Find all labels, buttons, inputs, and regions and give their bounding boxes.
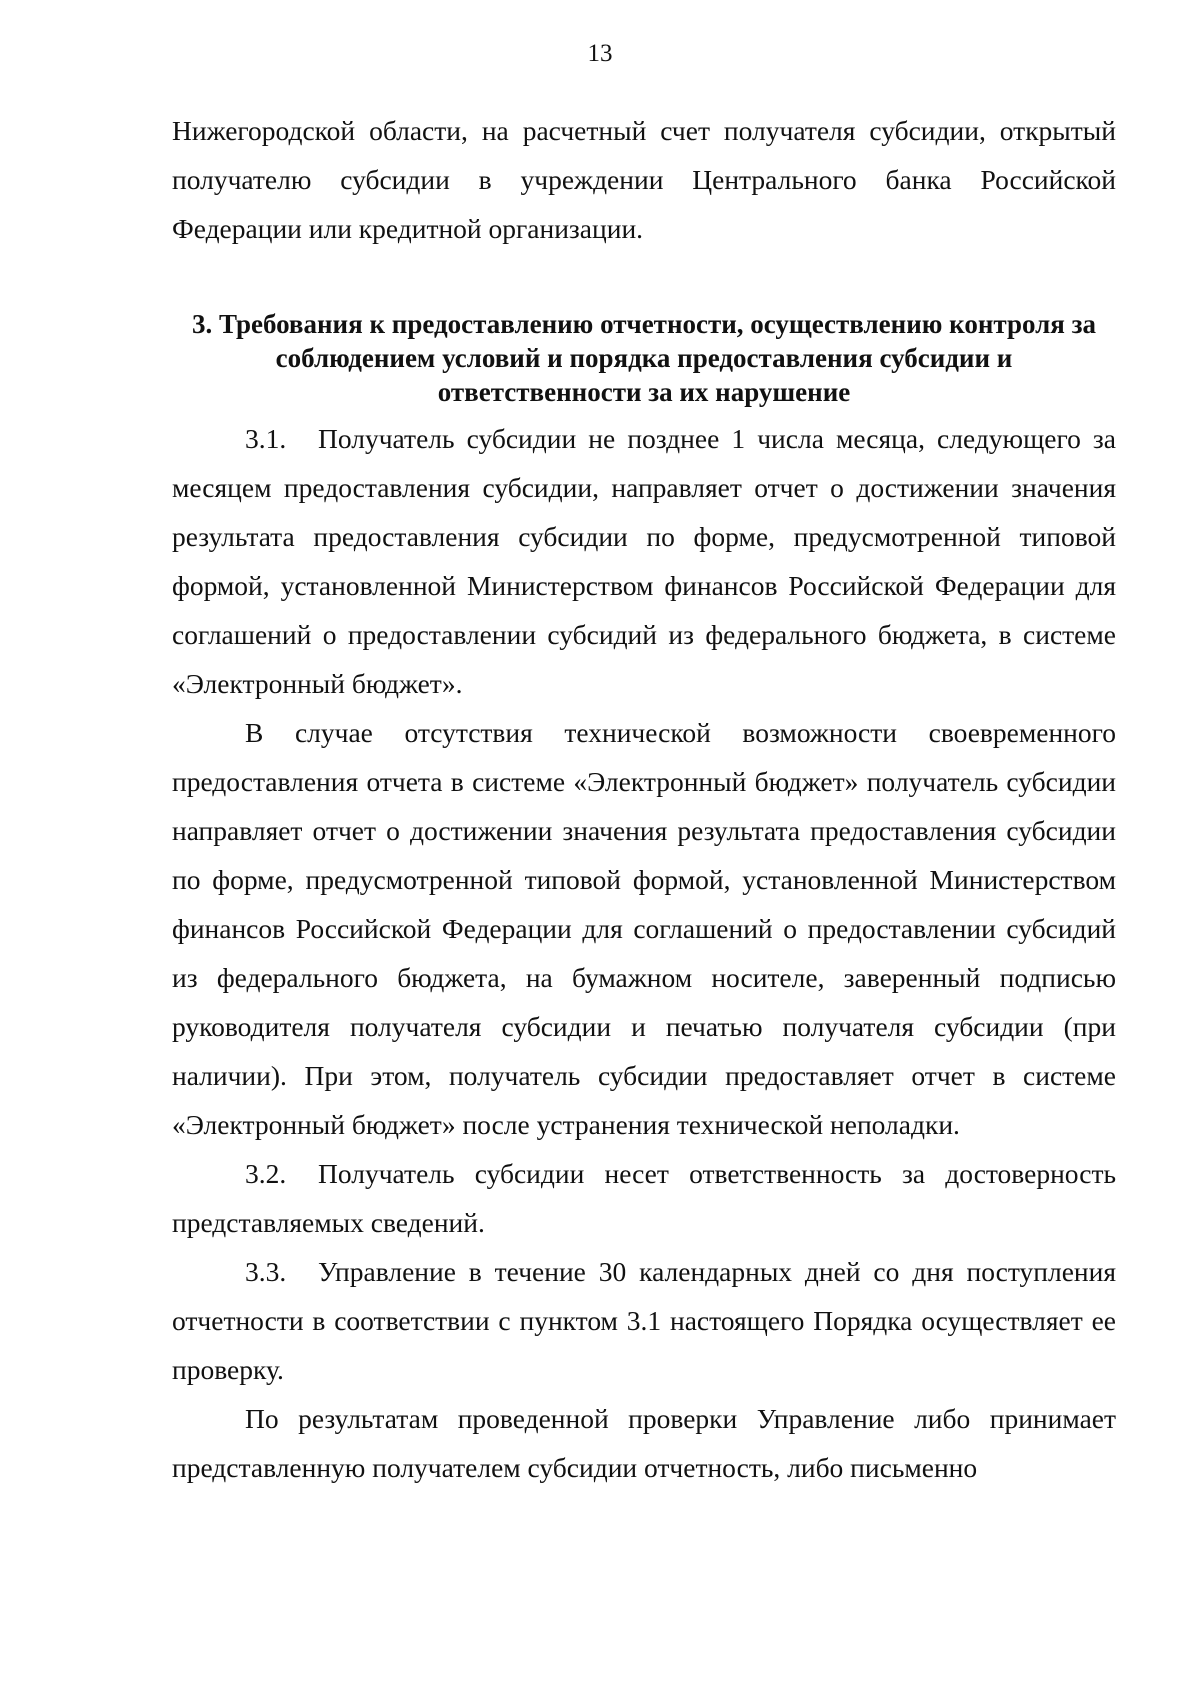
section-heading: 3. Требования к предоставлению отчетности, осуществлению контроля за соблюдением условий и порядка предоставления субсидии и ответственности за их нарушение [191,309,1097,407]
page-number: 13 [587,40,613,67]
clause-number: 3.3. [245,1256,287,1287]
clause-number: 3.1. [245,423,287,454]
clause-text: Получатель субсидии несет ответственность за достоверность представляемых сведений. [172,1158,1116,1238]
clause-text: Управление в течение 30 календарных дней со дня поступления отчетности в соответствии с пунктом 3.1 настоящего Порядка осуществляет ее проверку. [172,1256,1116,1385]
clause-text: Получатель субсидии не позднее 1 числа месяца, следующего за месяцем предоставления субсидии, направляет отчет о достижении значения результата предоставления субсидии по форме, предусмотренной типовой формой, установленной Министерством финансов Российской Федерации для соглашений о предоставлении субсидий из федерального бюджета, в системе «Электронный бюджет». [172,423,1116,699]
clause-text: По результатам проведенной проверки Управление либо принимает представленную получателем субсидии отчетность, либо письменно [172,1403,1116,1483]
intro-paragraph: Нижегородской области, на расчетный счет получателя субсидии, открытый получателю субсидии в учреждении Центрального банка Российской Федерации или кредитной организации. [172,115,1116,244]
clause-3-3-continuation [172,1394,1116,1492]
clause-number: 3.2. [245,1158,287,1189]
clause-text: В случае отсутствия технической возможности своевременного предоставления отчета в системе «Электронный бюджет» получатель субсидии направляет отчет о достижении значения результата предоставления субсидии по форме, предусмотренной типовой формой, установленной Министерством финансов Российской Федерации для соглашений о предоставлении субсидий из федерального бюджета, на бумажном носителе, заверенный подписью руководителя получателя субсидии и печатью получателя субсидии (при наличии). При этом, получатель субсидии предоставляет отчет в системе «Электронный бюджет» после устранения технической неполадки. [172,717,1116,1140]
clause-3-1 [172,414,1116,708]
clause-3-1-continuation [172,708,1116,1149]
intro-paragraph-block [172,106,1116,253]
section-body [172,414,1116,1492]
clause-3-3 [172,1247,1116,1394]
clause-3-2 [172,1149,1116,1247]
